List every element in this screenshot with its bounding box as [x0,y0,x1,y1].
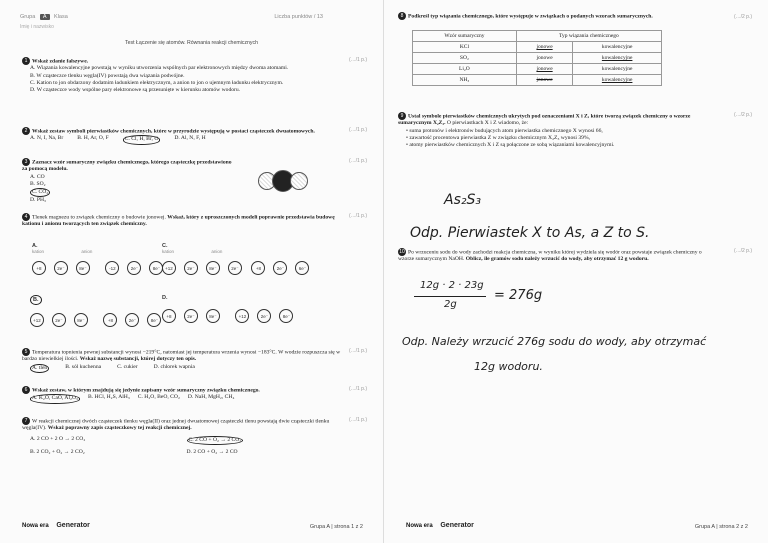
q2-option-c[interactable]: C. Cl, H, Br, O [123,135,161,144]
name-label: Imię i nazwisko [20,24,54,30]
q4-head: Wskaż, który z uproszczonych modeli poprawnie przedstawia budowę kationu i anionu tworzących ten związek chemiczny. [22,214,335,228]
q1-option-a[interactable]: A. Wiązania kowalencyjne powstają w wyniku utworzenia wspólnych par elektronowych między dwoma atomami. [30,65,289,72]
q10-number: 10 [399,249,405,255]
q4-model-b[interactable]: B. +12 2e⁻ 8e⁻ +8 2e⁻ 8e⁻ [30,295,169,327]
q2-points: (…/1 p.) [348,127,367,133]
q10-answer-line2: 12g wodoru. [474,360,543,373]
q6-head: Wskaż zestaw, w którym znajdują się jedynie zapisany wzór sumaryczny związku chemicznego. [32,387,260,394]
q3-option-c[interactable]: C. CO₂ [30,188,50,197]
q2-number: 2 [22,127,30,135]
q2-head: Wskaż zestaw symboli pierwiastków chemicznych, które w przyrodzie występują w postaci cząsteczek dwuatomowych. [32,128,315,135]
q5-text: Temperatura topnienia pewnej substancji wynosi −219°C, natomiast jej temperatura wrzenia wynosi −183°C. W wodzie rozpuszcza się w bardzo niewielkiej ilości. [22,349,341,363]
q6-number: 6 [22,386,30,394]
table-row [413,75,662,86]
q8-points: (…/2 p.) [733,14,752,20]
q5-points: (…/1 p.) [348,348,367,354]
nowa-era-logo: Nowa era [22,523,49,529]
q10-head: Oblicz, ile gramów sodu należy wrzucić do wody, aby otrzymać 12 g wodoru. [465,256,649,263]
q4-intro: Tlenek magnezu to związek chemiczny o budowie jonowej. [32,214,168,221]
q1-head: Wskaż zdanie fałszywe. [32,58,89,65]
q8-option-covalent[interactable]: kowalencyjne [573,64,662,75]
q8-option-ionic[interactable]: jonowe [516,75,573,86]
q9-number: 9 [398,112,406,120]
q7-option-d[interactable]: D. 2 CO + O₂ → 2 CO [186,448,238,455]
q10-answer-line1: Odp. Należy wrzucić 276g sodu do wody, aby otrzymać [402,335,707,348]
q7-option-a[interactable]: A. 2 CO + 2 O → 2 CO₂ [30,435,86,442]
group-badge: A [40,14,50,20]
generator-logo: Generator [56,522,90,529]
atom-model-right [290,172,308,190]
q3-number: 3 [22,158,30,166]
q8-option-covalent[interactable]: kowalencyjne [573,75,662,86]
q8-col-formula: Wzór sumaryczny [413,31,517,42]
q8-formula: NH₃ [413,75,517,86]
q9-bullet: suma protonów i elektronów budujących atom pierwiastka chemicznego X wynosi 66, [409,127,603,134]
table-row [413,53,662,64]
footer [406,522,748,529]
q9-head: Ustal symbole pierwiastków chemicznych ukrytych pod oznaczeniami X i Z, które tworzą związek chemiczny o wzorze sumarycznym X₂Z₃. [398,113,691,127]
q1-option-b[interactable]: B. W cząsteczce tlenku węgla(IV) powstają dwa wiązania podwójne. [30,72,185,79]
q1-number: 1 [22,57,30,65]
q2-option-d[interactable]: D. Al, N, F, H [174,135,206,142]
q4-option-c-label: C. [162,243,168,249]
header [20,14,363,20]
q5-head: Wskaż nazwę substancji, której dotyczy ten opis. [79,356,197,363]
q1-option-c[interactable]: C. Kation to jon obdarzony dodatnim ładunkiem elektrycznym, a anion to jon o ujemnym ładunku elektrycznym. [30,79,284,86]
q6-option-c[interactable]: C. H₂O, BeO, CO₂ [137,394,180,401]
q2-option-a[interactable]: A. N, I, Na, Br [30,135,64,142]
table-row [413,42,662,53]
q8-formula: KCl [413,42,517,53]
q5-option-a[interactable]: A. tlen [30,364,49,373]
q8-formula: SO₂ [413,53,517,64]
question-10 [398,248,708,264]
q10-points: (…/2 p.) [733,248,752,254]
q3-points: (…/1 p.) [348,158,367,164]
q6-option-d[interactable]: D. NaH, MgH₂, CH₄ [187,394,235,401]
generator-logo: Generator [440,522,474,529]
q8-col-bond: Typ wiązania chemicznego [516,31,661,42]
q5-option-d[interactable]: D. chlorek wapnia [153,363,195,370]
q4-option-d-label: D. [162,295,168,301]
question-2 [22,127,343,145]
q9-handwritten-formula: As₂S₃ [444,192,481,208]
q8-option-ionic[interactable]: jonowe [516,53,573,64]
q9-points: (…/2 p.) [733,112,752,118]
q7-text: W reakcji chemicznej dwóch cząsteczek tlenku węgla(II) oraz jednej dwuatomowej cząsteczki tlenu powstają dwie cząsteczki tlenku węgla(IV). [22,418,330,432]
q8-formula: Li₂O [413,64,517,75]
q9-text: O pierwiastkach X i Z wiadomo, że: [445,120,529,127]
question-1 [22,57,343,94]
q4-model-a[interactable]: A. kation anion +8 2e⁻ 8e⁻ -12 2e⁻ 8e⁻ [32,243,171,275]
question-4 [22,213,343,229]
q8-option-ionic[interactable]: jonowe [516,64,573,75]
test-title: Test Łączenie się atomów. Równania reakcji chemicznych [125,40,258,46]
q8-option-ionic[interactable]: jonowe [516,42,573,53]
q8-option-covalent[interactable]: kowalencyjne [573,42,662,53]
q10-calc-numerator: 12g · 2 · 23g [420,280,484,291]
nowa-era-logo: Nowa era [406,523,433,529]
q7-option-b[interactable]: B. 2 CO₂ + O₂ → 2 CO₂ [30,448,85,455]
q3-option-b[interactable]: B. SO₂ [30,180,46,187]
q7-option-c[interactable]: C. 2 CO + O₂ → 2 CO₂ [187,436,244,445]
page-number: Grupa A | strona 1 z 2 [309,524,363,530]
q10-calc-denominator: 2g [444,299,457,310]
footer [22,522,363,529]
q9-bullet: zawartość procentowa pierwiastka Z w związku chemicznym X₂Z₃ wynosi 39%, [409,134,591,141]
q5-number: 5 [22,348,30,356]
q8-number: 8 [398,12,406,20]
page-2 [384,0,768,543]
question-8 [398,12,708,20]
q2-option-b[interactable]: B. H, Ar, O, F [77,135,109,142]
question-9: 9 Ustal symbole pierwiastków chemicznych ukrytych pod oznaczeniami X i Z, które tworzą związek chemiczny o wzorze sumarycznym X₂Z₃. O pierwiastkach X i Z wiadomo, że: • suma protonów i elektronów budujących atom pierwiastka chemicznego X wynosi 66, • zawartość procentowa pierwiastka Z w związku chemicznym X₂Z₃ wynosi 39%, • atomy pierwiastków chemicznych X i Z są połączone ze sobą wiązaniami kowalencyjnymi. [398,113,691,149]
question-5 [22,348,343,373]
page-number: Grupa A | strona 2 z 2 [694,524,748,530]
q8-head: Podkreśl typ wiązania chemicznego, które występuje w związkach o podanych wzorach sumarycznych. [408,13,653,20]
score-max: / 13 [313,14,323,20]
q8-table [412,30,662,86]
q3-option-a[interactable]: A. CO [30,173,45,180]
q4-option-b-label[interactable]: B. [30,295,42,305]
table-row [413,64,662,75]
kation-label: kation [32,249,45,254]
group-label: Grupa [20,14,36,20]
q1-points: (…/1 p.) [348,57,367,63]
q9-bullet: atomy pierwiastków chemicznych X i Z są połączone ze sobą wiązaniami kowalencyjnymi. [409,142,615,149]
question-7 [22,417,343,456]
q5-option-c[interactable]: C. cukier [117,363,138,370]
q4-points: (…/1 p.) [348,213,367,219]
q7-number: 7 [22,417,30,425]
q4-model-c[interactable]: C. kation anion +12 2e⁻ 8e⁻ 2e⁻ +8 2e⁻ 6e⁻ [162,243,317,275]
fraction-bar [414,296,486,297]
anion-label: anion [211,249,223,254]
q6-option-b[interactable]: B. HCl, H₂S, AlH₃ [87,394,130,401]
q10-calc-result: = 276g [494,288,543,303]
q6-points: (…/1 p.) [348,386,367,392]
q10-text: Po wrzuceniu sodu do wody zachodzi reakcja chemiczna, w wyniku której wydziela się wodór oraz powstaje związek chemiczny o wzorze sumarycznym NaOH. [398,249,702,263]
anion-label: anion [81,249,93,254]
q3-head: Zaznacz wzór sumaryczny związku chemicznego, którego cząsteczkę przedstawiono za pomocą modelu. [22,159,232,173]
q1-option-d[interactable]: D. W cząsteczce wody wspólne pary elektronowe są przesunięte w kierunku atomów wodoru. [30,87,241,94]
q9-handwritten-answer: Odp. Pierwiastek X to As, a Z to S. [410,225,650,241]
q3-option-d[interactable]: D. PH₃ [30,197,46,204]
question-6 [22,386,343,404]
q8-option-covalent[interactable]: kowalencyjne [573,53,662,64]
class-label: Klasa [54,14,68,20]
q4-option-a-label: A. [32,243,38,249]
q4-model-d[interactable]: D. +8 2e⁻ 8e⁻ +12 2e⁻ 8e⁻ [162,295,301,323]
question-3 [22,158,233,205]
q6-option-a[interactable]: A. K₂O, CaO, Al₂O₃ [30,394,80,403]
q7-head: Wskaż poprawny zapis cząsteczkowy tej reakcji chemicznej. [47,425,192,432]
q5-option-b[interactable]: B. sól kuchenna [65,363,102,370]
kation-label: kation [162,249,175,254]
q7-points: (…/1 p.) [348,417,367,423]
q4-number: 4 [22,213,30,221]
score-label: Liczba punktów [274,14,313,20]
